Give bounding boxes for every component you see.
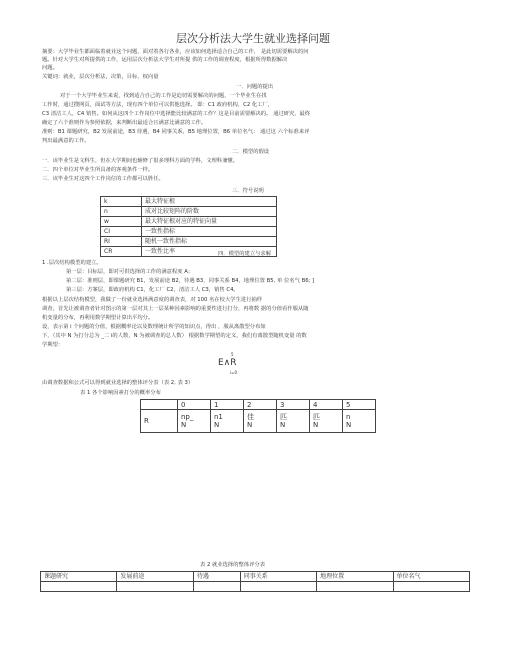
empty-cell (117, 582, 193, 592)
fraction-numerator: 匹 (313, 413, 320, 421)
section1-p1: 对于一个大学毕业生来说，找到适合自己的工作是迫切需要解决的问题，一个毕业生在找 (60, 93, 267, 99)
header-cell: 发展前途 (117, 572, 193, 582)
table-header-row (41, 572, 470, 582)
header-cell: 3 (277, 400, 310, 410)
fraction-numerator: n (346, 413, 351, 421)
fraction-cell (178, 410, 211, 433)
symbol-desc-cell: 一致性比率 (142, 247, 277, 257)
empty-cell (240, 582, 316, 592)
section3-heading: 三．符号说明 (232, 188, 264, 194)
formula-sub: i=0 (230, 370, 238, 375)
fraction-cell (211, 410, 244, 433)
section4-p1: 根据以上层次结构模型，我做了一份就业选择满意度的调查表，对 100 名在校大学生进行抽样 (42, 297, 263, 303)
header-cell: 待遇 (193, 572, 240, 582)
section4-heading: 四．模型的建立与求解 (218, 251, 271, 257)
section1-p4: 确定了六个准则作为参照依据，来判断出最适合且满意比满意的工作。 (42, 120, 207, 126)
table1-caption: 表 1 各个影响因素打分的概率分布 (80, 390, 161, 396)
fraction-denominator: N (346, 421, 352, 429)
symbol-desc-cell: 最大特征根对应的特征向量 (142, 217, 277, 227)
header-cell (141, 400, 178, 410)
fraction-denominator: N (247, 421, 253, 429)
keywords: 关键词：就业，层次分析法，决策，目标，权向量 (42, 74, 159, 80)
paper-title: 层次分析法大学生就业选择问题 (176, 32, 330, 45)
header-cell: 1 (211, 400, 244, 410)
fraction-numerator: np_ (181, 413, 194, 421)
fraction-cell (244, 410, 277, 433)
symbol-cell: CI (101, 227, 142, 237)
fraction-numerator: 佳 (247, 413, 254, 421)
fraction-cell (310, 410, 343, 433)
assumption-1: 一．该毕业生是文科生，但在大学期间也辅修了很多理科方面的学科，文理科兼懂。 (42, 158, 238, 164)
empty-cell (317, 582, 393, 592)
empty-cell (193, 582, 240, 592)
layer-3: 第三层：方案层，即政府机构 C1，化工厂 C2，清洁工人 C3，销售 C4。 (66, 287, 239, 293)
symbol-row (101, 207, 277, 217)
section4-p2: 调查，首先让被调查者针对图示的第一层对其上一层某种因素影响的重要性进行打分，再将数 据的分值看作服从随 (42, 306, 309, 312)
table-header-row (141, 400, 376, 410)
symbol-row (101, 217, 277, 227)
section1-p3: C3 清洁工人，C4 销售。如何从这四个工作岗位中选择能比较满意的工作？这是目前需要解决的。 通过研究，最终 (42, 111, 311, 117)
symbol-cell: n (101, 207, 142, 217)
assumption-3: 三．该毕业生对这四个工作岗位的工作都可以胜任。 (42, 176, 164, 182)
header-cell: 课题研究 (41, 572, 117, 582)
fraction-numerator: n1 (214, 413, 223, 421)
empty-cell (393, 582, 469, 592)
table2-caption: 表 2 就业选择的整体评分表 (200, 562, 266, 568)
fraction-cell (343, 410, 376, 433)
table-row (141, 410, 376, 433)
symbol-cell: RI (101, 237, 142, 247)
section1-p6: 判出最满意的工作。 (42, 138, 90, 144)
fraction-denominator: N (313, 421, 319, 429)
fraction-cell (277, 410, 310, 433)
section4-p4: 设，表示第 i 个问题的分值，根据概率论以及数理统计所学的知识点，得出 ，服从离散型分布如 (42, 324, 266, 330)
section4-p7: 由调查数据和公式可以得到就业选择的整体评分表（表 2, 表 3） (42, 380, 194, 386)
symbol-cell: w (101, 217, 142, 227)
fraction-denominator: N (280, 421, 286, 429)
section1-heading: 一．问题的提出 (236, 84, 274, 90)
expectation-formula (218, 352, 238, 375)
table-row (41, 582, 470, 592)
row-label-cell: R (141, 410, 178, 433)
header-cell: 4 (310, 400, 343, 410)
empty-cell (41, 582, 117, 592)
abstract-line-2: 题。针对大学生对所提供的工作，运用层次分析法大学生对所提 供的工作的调查程度，根据所得数据解决 (42, 57, 288, 63)
section4-p6: 学期望： (42, 342, 64, 348)
layer-1: 第一层：目标层，即对可供选择的工作的满意程度 A； (66, 269, 194, 275)
header-cell: 同事关系 (240, 572, 316, 582)
header-cell: 单位名气 (393, 572, 469, 582)
formula-main: E∧R (218, 358, 237, 368)
formula-sup: 5 (231, 352, 234, 357)
symbol-row (101, 227, 277, 237)
symbol-desc-cell: 一致性指标 (142, 227, 277, 237)
symbol-row (101, 237, 277, 247)
section4-s1: 1 .层次结构模型的建立。 (42, 260, 102, 266)
fraction-denominator: N (181, 421, 187, 429)
score-table (40, 571, 470, 592)
layer-2: 第二层：准则层，即课题研究 B1，发展前途 B2，待遇 B3，同事关系 B4，地理位置 B5, 单 位名气 B6; ] (66, 278, 315, 284)
abstract-line-1: 摘要：大学毕业生都面临着就业这个问题，面对着各行各业，应该如何选择适合自己的工作， 是此切需要解决的问 (42, 49, 309, 55)
fraction-numerator: 匹 (280, 413, 287, 421)
assumption-2: 二．四个单位对毕业生所具备的客观条件一样。 (42, 167, 154, 173)
section1-p5: 准则：B1 课题研究，B2 发展前途，B3 待遇，B4 同事关系，B5 地理位置，B6 单位名气： 通过这 六个标准来评 (42, 129, 310, 135)
section1-p2: 工作时，通过搜网页，面试等方法，现有四个单位可以供他选择。 即：C1 政府机构，C2 化工厂， (42, 102, 274, 108)
symbol-cell: k (101, 197, 142, 207)
header-cell: 地理位置 (317, 572, 393, 582)
symbol-cell: CR (101, 247, 142, 257)
probability-table (140, 399, 376, 433)
symbol-desc-cell: 成对比较矩阵的阶数 (142, 207, 277, 217)
symbol-row (101, 197, 277, 207)
symbol-table (100, 196, 277, 257)
abstract-line-3: 问题。 (42, 65, 58, 71)
section2-heading: 二．模型的假设 (232, 149, 270, 155)
header-cell: 5 (343, 400, 376, 410)
section4-p5: 下，（其中 N 为打分总为 _二 i的人数，N 为被调查的总人数） 根据数学期望的定义，我们有离散型随机变量 的数 (42, 333, 307, 339)
header-cell: 0 (178, 400, 211, 410)
header-cell: 2 (244, 400, 277, 410)
symbol-desc-cell: 最大特征根 (142, 197, 277, 207)
section4-p3: 机变量的分布，再利用数学期望计算出平均分。 (42, 315, 154, 321)
symbol-desc-cell: 随机一致性指标 (142, 237, 277, 247)
fraction-denominator: N (214, 421, 220, 429)
